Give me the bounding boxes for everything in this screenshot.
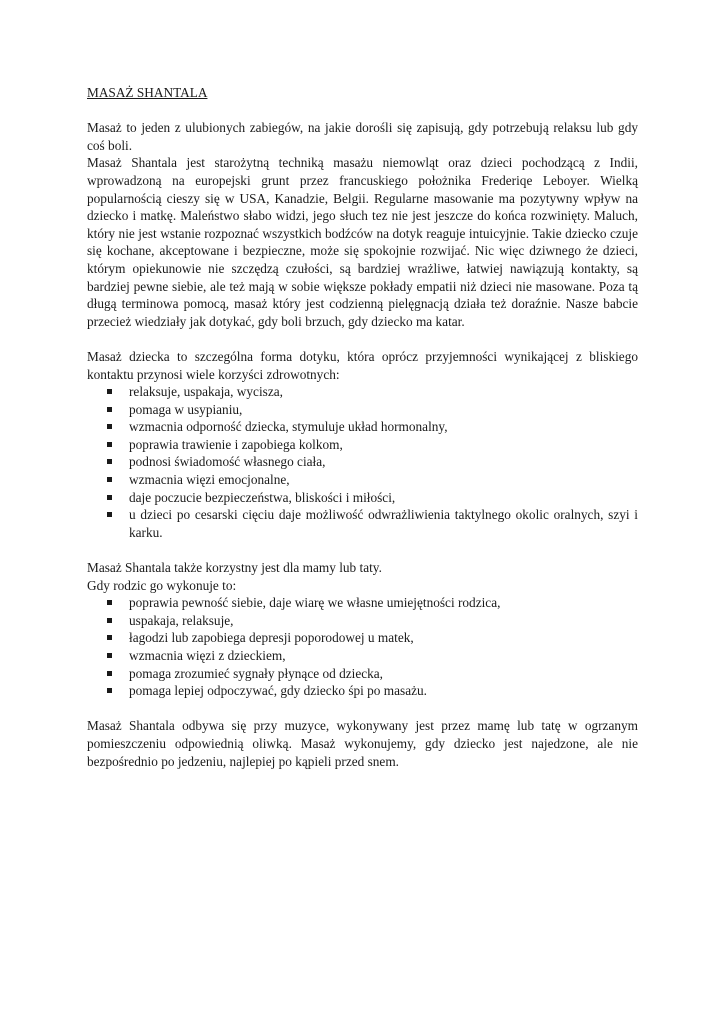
list-item-text: wzmacnia więzi z dzieckiem, <box>129 648 286 663</box>
paragraph-spacer <box>87 330 638 348</box>
paragraph-spacer <box>87 700 638 718</box>
bullet-icon <box>107 459 112 464</box>
bullet-icon <box>107 653 112 658</box>
list-item <box>87 682 638 700</box>
bullet-icon <box>107 389 112 394</box>
list-item <box>87 453 638 471</box>
bullet-icon <box>107 495 112 500</box>
list-item-text: relaksuje, uspakaja, wycisza, <box>129 384 283 400</box>
bullet-icon <box>107 407 112 412</box>
document-page <box>87 84 638 770</box>
closing-paragraph: Masaż Shantala odbywa się przy muzyce, wykonywany jest przez mamę lub tatę w ogrzanym pomieszczeniu odpowiednią oliwką. Masaż wykonujemy, gdy dziecko jest najedzone, ale nie bezpośrednio po jedzeniu, najlepiej po kąpieli przed snem. <box>87 718 638 769</box>
list-item <box>87 594 638 612</box>
list-item-text: uspakaja, relaksuje, <box>129 612 234 628</box>
bullet-icon <box>107 424 112 429</box>
bullet-icon <box>107 688 112 693</box>
bullet-icon <box>107 600 112 605</box>
paragraph-spacer <box>87 541 638 559</box>
list-item <box>87 401 638 419</box>
intro-paragraph-1: Masaż to jeden z ulubionych zabiegów, na jakie dorośli się zapisują, gdy potrzebują relaksu lub gdy coś boli. <box>87 120 638 153</box>
list-item-text: podnosi świadomość własnego ciała, <box>129 454 326 470</box>
list-item-text: daje poczucie bezpieczeństwa, bliskości i miłości, <box>129 489 396 505</box>
list-item-text: poprawia trawienie i zapobiega kolkom, <box>129 436 343 452</box>
list-item <box>87 612 638 630</box>
list-item-text: łagodzi lub zapobiega depresji poporodowej u matek, <box>129 630 414 646</box>
list-item-text: pomaga w usypianiu, <box>129 401 243 417</box>
list-item-text: pomaga lepiej odpoczywać, gdy dziecko śpi po masażu. <box>129 683 427 699</box>
list-item-text: u dzieci po cesarski cięciu daje możliwość odwrażliwienia taktylnego okolic oralnych, szyi i karku. <box>129 507 638 540</box>
list-item-text: wzmacnia odporność dziecka, stymuluje układ hormonalny, <box>129 419 448 435</box>
document-title: MASAŻ SHANTALA <box>87 85 208 100</box>
list-item-text: pomaga zrozumieć sygnały płynące od dziecka, <box>129 665 384 681</box>
list-item <box>87 506 638 541</box>
bullet-icon <box>107 477 112 482</box>
list-item <box>87 629 638 647</box>
list-item-text: poprawia pewność siebie, daje wiarę we własne umiejętności rodzica, <box>129 595 501 611</box>
child-benefits-list <box>87 383 638 541</box>
parent-benefits-list <box>87 594 638 700</box>
child-benefits-lead: Masaż dziecka to szczególna forma dotyku, która oprócz przyjemności wynikającej z bliskiego kontaktu przynosi wiele korzyści zdrowotnych: <box>87 348 638 382</box>
bullet-icon <box>107 618 112 623</box>
list-item-text: wzmacnia więzi emocjonalne, <box>129 472 290 488</box>
list-item <box>87 665 638 683</box>
list-item <box>87 383 638 401</box>
parent-benefits-lead-1: Masaż Shantala także korzystny jest dla mamy lub taty. <box>87 560 382 576</box>
bullet-icon <box>107 442 112 447</box>
list-item <box>87 471 638 489</box>
parent-benefits-lead-2: Gdy rodzic go wykonuje to: <box>87 577 237 593</box>
bullet-icon <box>107 512 112 517</box>
intro-paragraph-2: Masaż Shantala jest starożytną techniką masażu niemowląt oraz dzieci pochodzącą z Indii, wprowadzoną na europejski grunt przez francuskiego położnika Frederiqe Leboyer. Wielką popularnością cieszy się w USA, Kanadzie, Belgii. Regularne masowanie ma pozytywny wpływ na dziecko i matkę. Maleństwo słabo widzi, jego słuch tez nie jest jeszcze do końca rozwinięty. Maluch, który nie jest wstanie rozpoznać wszystkich bodźców na dotyk reaguje intuicyjnie. Takie dziecko czuje się kochane, akceptowane i bezpieczne, może się spokojnie rozwijać. Nic więc dziwnego że dzieci, którym opiekunowie nie szczędzą czułości, są bardziej wrażliwe, łatwiej nawiązują kontakty, są bardziej pewne siebie, ale też mają w sobie większe pokłady empatii niż dzieci nie masowane. Poza tą długą terminowa pomocą, masaż który jest codzienną pielęgnacją działa też doraźnie. Nasze babcie przecież wiedziały jak dotykać, gdy boli brzuch, gdy dziecko ma katar. <box>87 155 638 329</box>
list-item <box>87 489 638 507</box>
bullet-icon <box>107 671 112 676</box>
list-item <box>87 647 638 665</box>
list-item <box>87 436 638 454</box>
list-item <box>87 418 638 436</box>
bullet-icon <box>107 635 112 640</box>
